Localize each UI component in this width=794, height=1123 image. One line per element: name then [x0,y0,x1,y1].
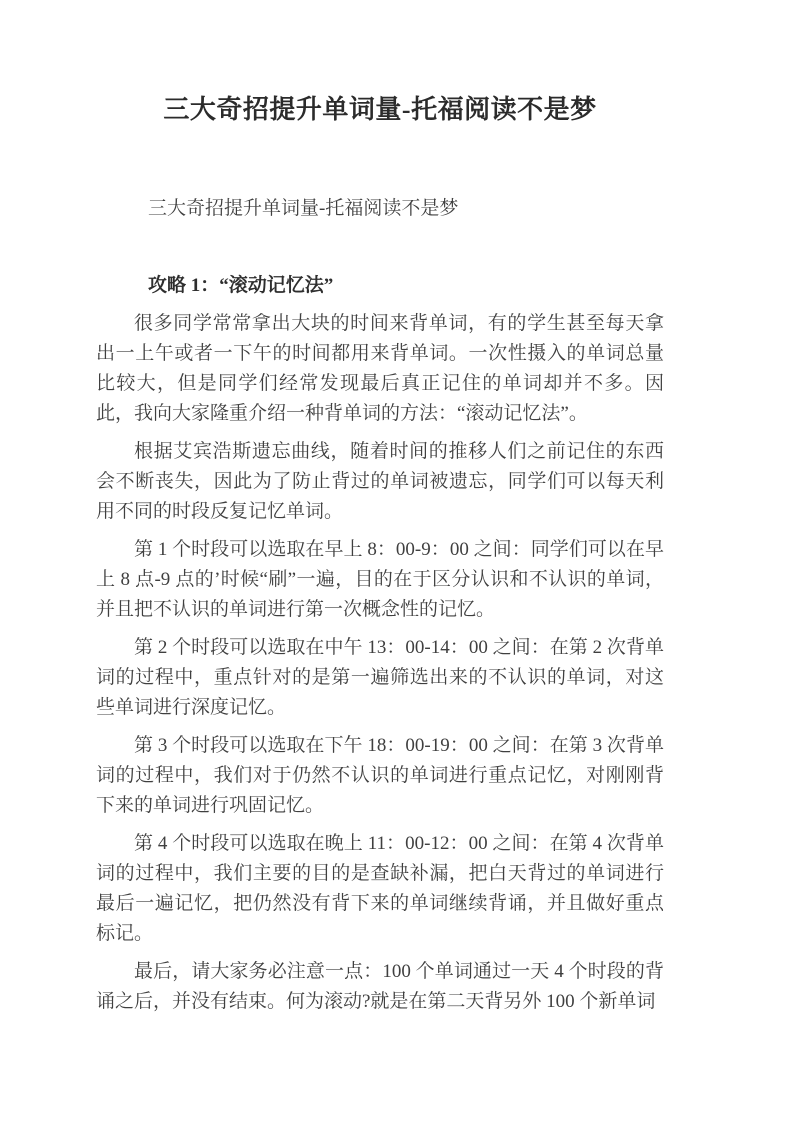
paragraph-intro: 很多同学常常拿出大块的时间来背单词，有的学生甚至每天拿出一上午或者一下午的时间都用来背单词。一次性摄入的单词总量比较大，但是同学们经常发现最后真正记住的单词却并不多。因此，我向大家隆重介绍一种背单词的方法：“滚动记忆法”。 [96,313,664,424]
document-title: 三大奇招提升单词量-托福阅读不是梦 [163,95,597,124]
paragraph-time-slot-3: 第 3 个时段可以选取在下午 18：00-19：00 之间：在第 3 次背单词的过程中，我们对于仍然不认识的单词进行重点记忆，对刚刚背下来的单词进行巩固记忆。 [96,735,664,816]
section-heading-strategy-1: 攻略 1：“滚动记忆法” [148,275,334,296]
paragraph-time-slot-4: 第 4 个时段可以选取在晚上 11：00-12：00 之间：在第 4 次背单词的过程中，我们主要的目的是查缺补漏，把白天背过的单词进行最后一遍记忆，把仍然没有背下来的单词继续背诵，并且做好重点标记。 [96,833,664,944]
document-subtitle: 三大奇招提升单词量-托福阅读不是梦 [148,198,459,219]
paragraph-time-slot-2: 第 2 个时段可以选取在中午 13：00-14：00 之间：在第 2 次背单词的过程中，重点针对的是第一遍筛选出来的不认识的单词，对这些单词进行深度记忆。 [96,637,664,718]
paragraph-forgetting-curve: 根据艾宾浩斯遗忘曲线，随着时间的推移人们之前记住的东西会不断丧失，因此为了防止背过的单词被遗忘，同学们可以每天利用不同的时段反复记忆单词。 [96,441,664,522]
paragraph-time-slot-1: 第 1 个时段可以选取在早上 8：00-9：00 之间：同学们可以在早上 8 点-9 点的’时候“刷”一遍，目的在于区分认识和不认识的单词，并且把不认识的单词进行第一次概念性的记忆。 [96,539,664,620]
paragraph-conclusion: 最后，请大家务必注意一点：100 个单词通过一天 4 个时段的背诵之后，并没有结束。何为滚动?就是在第二天背另外 100 个新单词 [96,961,664,1012]
section-body [96,309,664,1025]
